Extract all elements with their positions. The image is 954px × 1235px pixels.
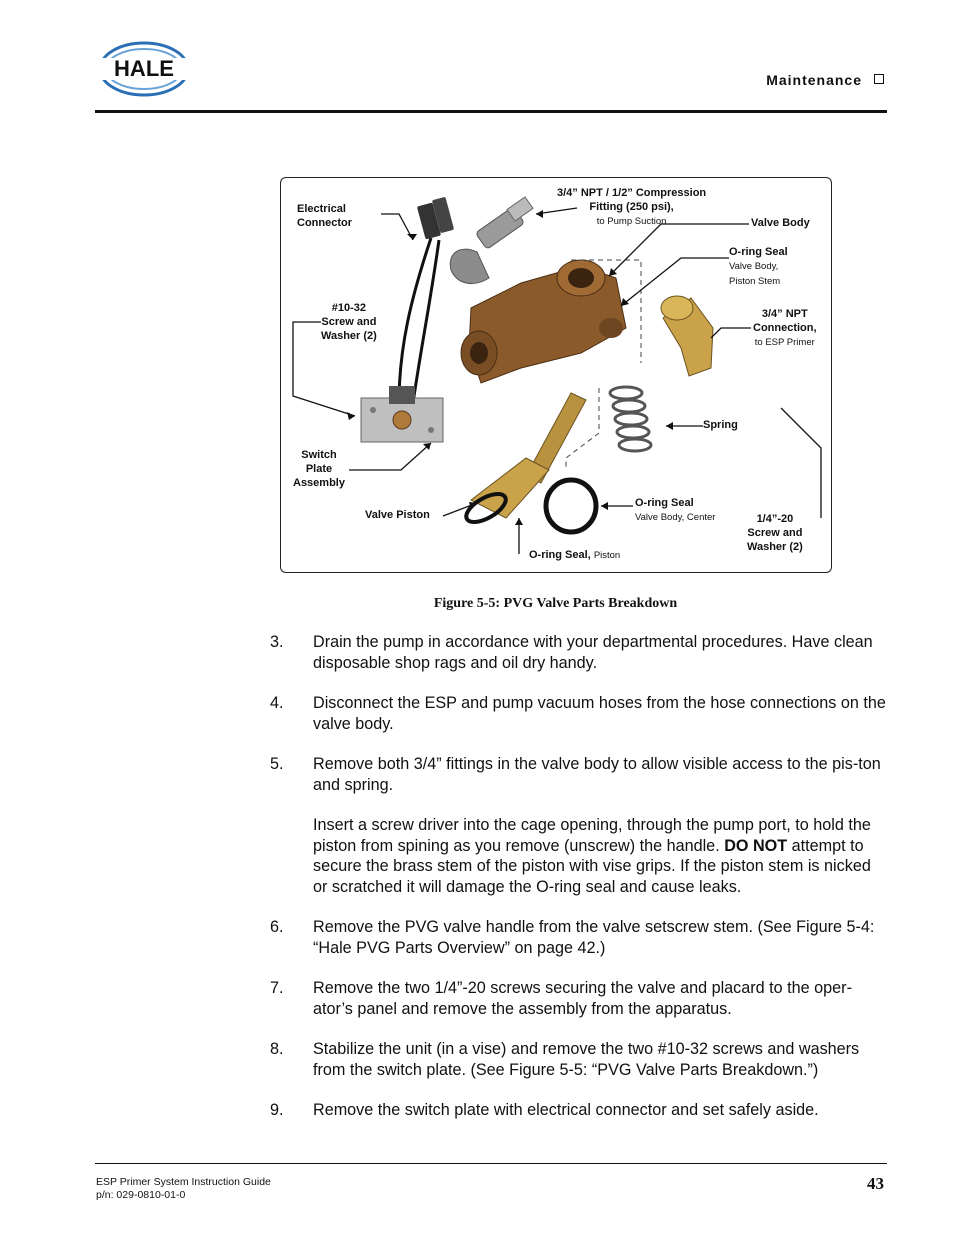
label-oring-piston: O-ring Seal, Piston (529, 549, 621, 561)
step-text: Remove the switch plate with electrical connector and set safely aside. (313, 1101, 819, 1119)
label-valve-body: Valve Body (751, 217, 810, 229)
step-number: 8. (270, 1040, 284, 1058)
label-switch-plate: Switch Plate Assembly (293, 449, 345, 489)
step-number: 5. (270, 755, 284, 773)
footer-part-number: p/n: 029-0810-01-0 (96, 1189, 186, 1201)
label-oring-stem: O-ring Seal Valve Body, Piston Stem (729, 246, 788, 287)
step-number: 4. (270, 694, 284, 712)
step-item (270, 754, 886, 897)
header-rule (95, 110, 887, 113)
footer-title: ESP Primer System Instruction Guide (96, 1176, 271, 1188)
step-number: 3. (270, 633, 284, 651)
step-text: Remove both 3/4” fittings in the valve body to allow visible access to the pis-ton and spring. (313, 755, 881, 794)
npt-elbow-part (661, 296, 713, 376)
logo-wordmark: HALE (114, 56, 174, 81)
label-electrical-connector: Electrical Connector (297, 203, 352, 229)
label-spring: Spring (703, 419, 738, 431)
spring-part (610, 387, 651, 451)
step-text: Stabilize the unit (in a vise) and remove the two #10-32 screws and washers from the switch plate. (See Figure 5-5: “PVG Valve Parts Breakdown.”) (313, 1040, 860, 1079)
switch-plate-part (361, 386, 443, 442)
label-fitting: 3/4” NPT / 1/2” Compression Fitting (250 psi), to Pump Suction (557, 187, 707, 227)
page-number: 43 (867, 1174, 884, 1193)
step-text: Remove the two 1/4”-20 screws securing the valve and placard to the oper-ator’s panel and remove the assembly from the apparatus. (313, 979, 852, 1018)
footer-doc-info (96, 1176, 271, 1202)
step-note: Insert a screw driver into the cage opening, through the pump port, to hold the piston from spining as you remove (unscrew) the handle. DO NOT attempt to secure the brass stem of the piston with vise grips. If the piston stem is nicked or scratched it will damage the O-ring seal and cause leaks. (313, 816, 871, 896)
procedure-steps (270, 632, 886, 1141)
step-text: Remove the PVG valve handle from the valve setscrew stem. (See Figure 5-4: “Hale PVG Parts Overview” on page 42.) (313, 918, 875, 957)
step-item (270, 632, 886, 673)
compression-fitting-part (450, 197, 533, 284)
step-item (270, 1100, 886, 1121)
section-title: Maintenance (766, 72, 884, 88)
step-item (270, 978, 886, 1019)
oring-center-part (546, 480, 596, 532)
label-valve-piston: Valve Piston (365, 509, 430, 521)
valve-piston-part (462, 393, 586, 528)
figure-caption: Figure 5-5: PVG Valve Parts Breakdown (433, 596, 678, 611)
warning-text: DO NOT (724, 836, 788, 855)
step-text: Drain the pump in accordance with your departmental procedures. Have clean disposable shop rags and oil dry handy. (313, 633, 873, 672)
step-text: Disconnect the ESP and pump vacuum hoses from the hose connections on the valve body. (313, 694, 886, 733)
checkbox-bullet-icon (874, 74, 884, 84)
step-number: 9. (270, 1101, 284, 1119)
step-item (270, 917, 886, 958)
label-oring-center: O-ring Seal Valve Body, Center (635, 497, 716, 523)
step-number: 7. (270, 979, 284, 997)
hale-logo (96, 38, 192, 100)
electrical-connector-part (417, 197, 454, 240)
label-screw-10-32: #10-32 Screw and Washer (2) (321, 302, 377, 342)
step-item (270, 693, 886, 734)
step-number: 6. (270, 918, 284, 936)
step-item (270, 1039, 886, 1080)
label-screw-1-4-20: 1/4”-20 Screw and Washer (2) (747, 513, 803, 553)
figure-pvg-parts (280, 177, 832, 573)
footer-rule (95, 1163, 887, 1164)
label-npt-connection: 3/4” NPT Connection, to ESP Primer (753, 308, 817, 348)
